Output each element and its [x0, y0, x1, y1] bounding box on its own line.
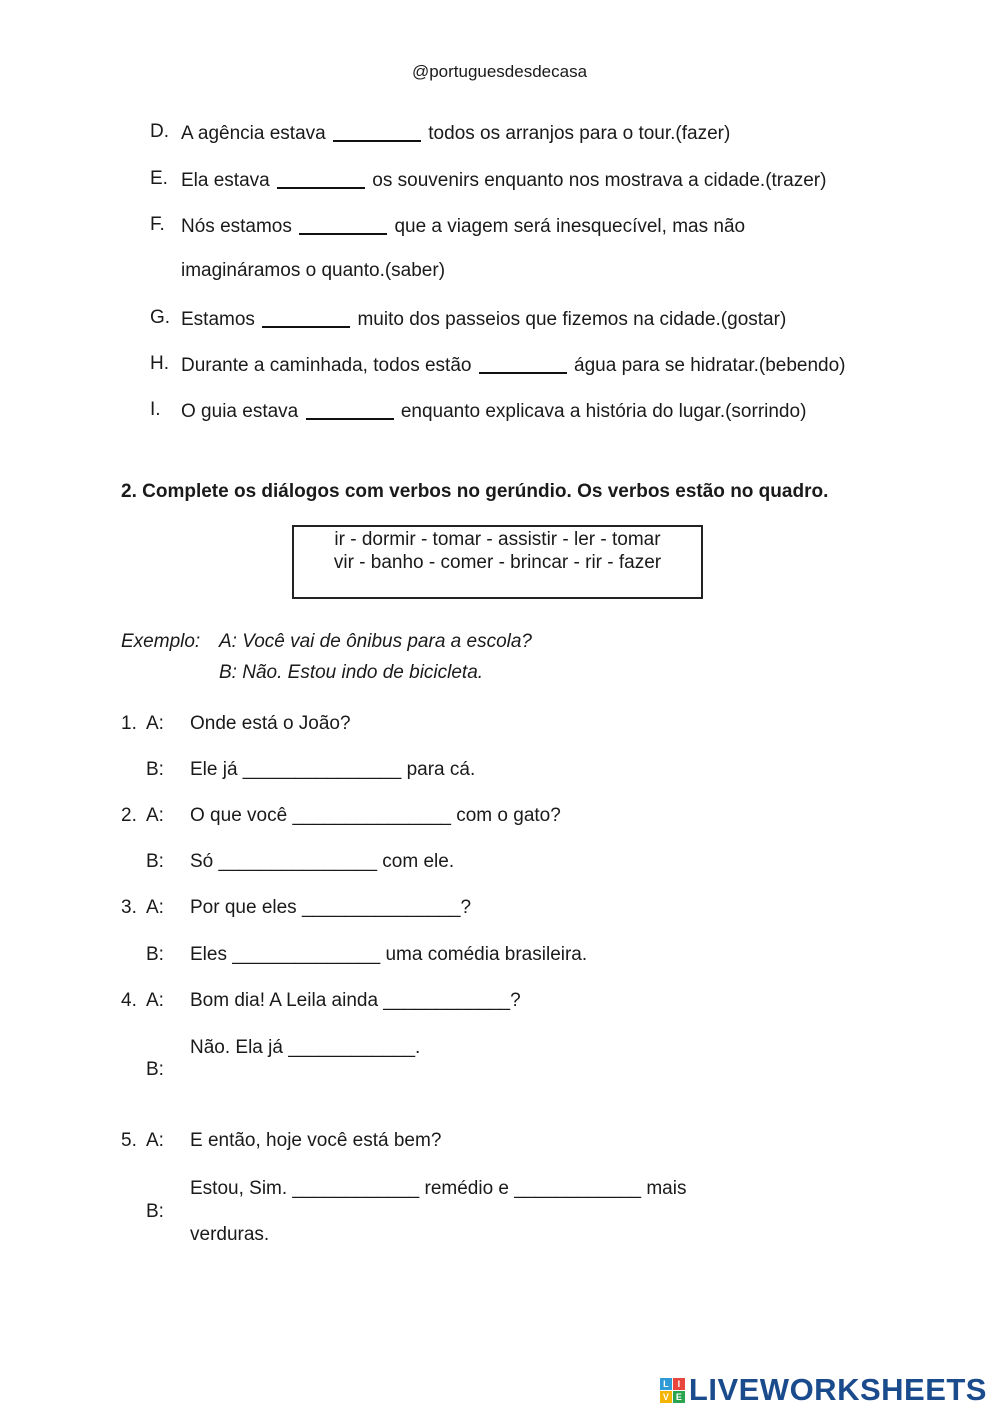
- logo-badge-letter: L: [660, 1378, 672, 1390]
- dialog-number: 4.: [121, 990, 137, 1011]
- item-letter: E.: [150, 168, 168, 189]
- dialog-number: 1.: [121, 713, 137, 734]
- item-text-before: A agência estava: [181, 123, 326, 144]
- dialog-line-b-continuation: verduras.: [190, 1224, 270, 1245]
- logo-badge-letter: I: [673, 1378, 685, 1390]
- item-text-after: os souvenirs enquanto nos mostrava a cidade.(trazer): [372, 170, 827, 191]
- list-item: [181, 214, 745, 238]
- item-letter: D.: [150, 121, 169, 142]
- speaker-b-label: B:: [146, 1059, 164, 1080]
- speaker-b-label: B:: [146, 759, 164, 780]
- item-letter: H.: [150, 353, 169, 374]
- item-text-after: água para se hidratar.(bebendo): [574, 355, 846, 376]
- dialog-line-a: Onde está o João?: [190, 713, 351, 734]
- dialog-line-b[interactable]: Estou, Sim. ____________ remédio e ____________ mais: [190, 1178, 687, 1199]
- item-text-before: O guia estava: [181, 401, 299, 422]
- speaker-a-label: A:: [146, 897, 164, 918]
- dialog-number: 3.: [121, 897, 137, 918]
- speaker-b-label: B:: [146, 1201, 164, 1222]
- dialog-line-b[interactable]: Não. Ela já ____________.: [190, 1037, 421, 1058]
- logo-badge-letter: E: [673, 1391, 685, 1403]
- item-letter: F.: [150, 214, 165, 235]
- item-letter: I.: [150, 399, 161, 420]
- dialog-number: 5.: [121, 1130, 137, 1151]
- item-text-after: muito dos passeios que fizemos na cidade.(gostar): [357, 309, 787, 330]
- verb-box-line-1: ir - dormir - tomar - assistir - ler - tomar: [334, 529, 661, 550]
- answer-blank[interactable]: [277, 168, 365, 189]
- speaker-a-label: A:: [146, 713, 164, 734]
- item-text-after: enquanto explicava a história do lugar.(sorrindo): [400, 401, 807, 422]
- exercise2-heading: 2. Complete os diálogos com verbos no gerúndio. Os verbos estão no quadro.: [121, 481, 829, 502]
- logo-badge-icon: [660, 1378, 685, 1403]
- dialog-line-a[interactable]: Por que eles _______________?: [190, 897, 472, 918]
- list-item: [181, 307, 786, 331]
- answer-blank[interactable]: [299, 214, 387, 235]
- liveworksheets-logo[interactable]: [660, 1372, 987, 1408]
- list-item: [181, 353, 846, 377]
- item-text-before: Ela estava: [181, 170, 270, 191]
- item-text-before: Estamos: [181, 309, 255, 330]
- answer-blank[interactable]: [262, 307, 350, 328]
- example-line-b: B: Não. Estou indo de bicicleta.: [219, 662, 484, 683]
- dialog-line-b[interactable]: Só _______________ com ele.: [190, 851, 455, 872]
- example-line-a: A: Você vai de ônibus para a escola?: [219, 631, 532, 652]
- dialog-line-b[interactable]: Eles ______________ uma comédia brasileira.: [190, 944, 588, 965]
- example-label: Exemplo:: [121, 631, 201, 652]
- verb-box: [292, 525, 703, 599]
- item-text-before: Durante a caminhada, todos estão: [181, 355, 472, 376]
- verb-box-line-2: vir - banho - comer - brincar - rir - fazer: [333, 552, 662, 573]
- list-item: [181, 121, 730, 145]
- answer-blank[interactable]: [479, 353, 567, 374]
- item-letter: G.: [150, 307, 171, 328]
- logo-wordmark: LIVEWORKSHEETS: [688, 1372, 987, 1407]
- item-text-after: que a viagem será inesquecível, mas não: [394, 216, 746, 237]
- item-text-after: todos os arranjos para o tour.(fazer): [428, 123, 731, 144]
- speaker-a-label: A:: [146, 990, 164, 1011]
- speaker-a-label: A:: [146, 805, 164, 826]
- logo-badge-letter: V: [660, 1391, 672, 1403]
- page-header-handle: @portuguesdesdecasa: [411, 62, 588, 81]
- dialog-line-b[interactable]: Ele já _______________ para cá.: [190, 759, 476, 780]
- answer-blank[interactable]: [306, 399, 394, 420]
- dialog-line-a[interactable]: Bom dia! A Leila ainda ____________?: [190, 990, 521, 1011]
- dialog-line-a[interactable]: O que você _______________ com o gato?: [190, 805, 561, 826]
- item-text-before: Nós estamos: [181, 216, 292, 237]
- dialog-line-a: E então, hoje você está bem?: [190, 1130, 442, 1151]
- dialog-number: 2.: [121, 805, 137, 826]
- item-continuation: imagináramos o quanto.(saber): [181, 260, 446, 281]
- answer-blank[interactable]: [333, 121, 421, 142]
- speaker-b-label: B:: [146, 851, 164, 872]
- speaker-b-label: B:: [146, 944, 164, 965]
- speaker-a-label: A:: [146, 1130, 164, 1151]
- list-item: [181, 399, 806, 423]
- list-item: [181, 168, 826, 192]
